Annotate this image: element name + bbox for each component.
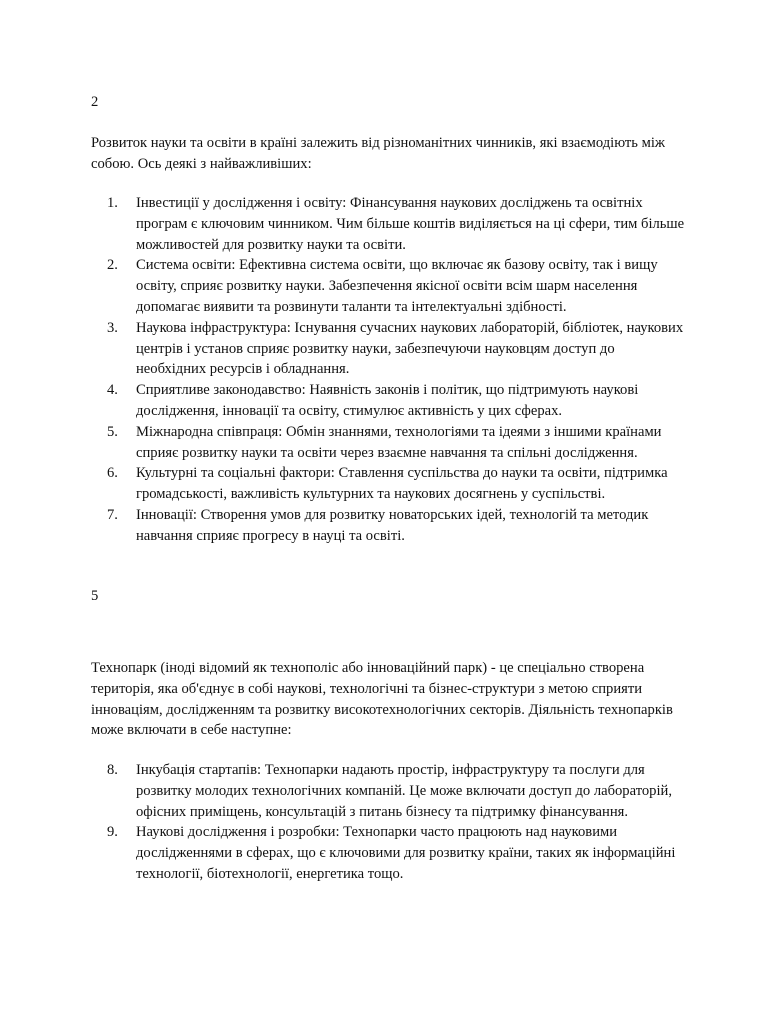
list-item: [91, 422, 691, 464]
list-item-text: Інкубація стартапів: Технопарки надають простір, інфраструктуру та послуги для розвитку молодих технологічних компаній. Це може включати доступ до лабораторій, офісних приміщень, консультацій з питань бізнесу та підтримку фінансування.: [136, 762, 672, 820]
page-number-block: [91, 586, 691, 607]
intro-block: [91, 133, 671, 175]
page-number-block: [91, 92, 691, 113]
list-item-text: Культурні та соціальні фактори: Ставлення суспільства до науки та освіти, підтримка громадськості, важливість культурних та наукових досягнень у суспільстві.: [136, 465, 668, 503]
list-item-number: 1.: [107, 195, 118, 211]
list-item-text: Наукова інфраструктура: Існування сучасних наукових лабораторій, бібліотек, наукових центрів і установ сприяє розвитку науки, забезпечуючи науковцям доступ до необхідних ресурсів і обладнання.: [136, 319, 684, 378]
intro-paragraph: Розвиток науки та освіти в країні залежить від різноманітних чинників, які взаємодіють між собою. Ось деякі з найважливіших:: [91, 135, 665, 172]
list-item-number: 5.: [107, 423, 118, 440]
technopark-list: [91, 760, 691, 885]
page-number: 2: [91, 94, 99, 110]
factors-list-block: [91, 193, 691, 547]
list-item: [91, 505, 691, 547]
list-item: [91, 380, 691, 422]
list-item-text: Інвестиції у дослідження і освіту: Фінансування наукових досліджень та освітніх програм є ключовим чинником. Чим більше коштів виділяється на ці сфери, тим більше можливостей для розвитку науки та освіти.: [136, 195, 685, 253]
technopark-intro-paragraph: Технопарк (іноді відомий як технополіс або інноваційний парк) - це спеціально створена територія, яка об'єднує в собі наукові, технологічні та бізнес-структури з метою сприяти інноваціям, дослідженням та розвитку високотехнологічних секторів. Діяльність технопарків може включати в себе наступне:: [91, 660, 673, 739]
list-item-number: 8.: [107, 762, 118, 778]
technopark-intro-block: [91, 658, 696, 741]
list-item: [91, 193, 691, 255]
list-item-text: Інновації: Створення умов для розвитку новаторських ідей, технологій та методик навчання сприяє прогресу в науці та освіті.: [136, 506, 649, 544]
list-item-number: 3.: [107, 319, 118, 336]
list-item-text: Міжнародна співпраця: Обмін знаннями, технологіями та ідеями з іншими країнами сприяє розвитку науки та освіти через взаємне навчання та спільні дослідження.: [136, 423, 662, 461]
list-item: [91, 318, 691, 380]
list-item: [91, 463, 691, 505]
page-number: 5: [91, 588, 99, 604]
list-item-number: 7.: [107, 506, 118, 523]
factors-list: [91, 193, 691, 547]
list-item-text: Наукові дослідження і розробки: Технопарки часто працюють над науковими дослідженнями в сферах, що є ключовими для розвитку країни, таких як інформаційні технології, біотехнології, енергетика тощо.: [136, 824, 676, 882]
list-item-number: 6.: [107, 465, 118, 482]
technopark-list-block: [91, 760, 691, 885]
list-item-number: 9.: [107, 824, 118, 841]
list-item-text: Система освіти: Ефективна система освіти, що включає як базову освіту, так і вищу освіту, сприяє розвитку науки. Забезпечення якісної освіти всім шарм населення допомагає виявити та розвинути таланти та інтелектуальні здібності.: [136, 257, 658, 315]
list-item-number: 2.: [107, 257, 118, 274]
list-item: [91, 760, 691, 822]
list-item-number: 4.: [107, 382, 118, 399]
list-item-text: Сприятливе законодавство: Наявність законів і політик, що підтримують наукові дослідження, інновації та освіту, стимулює активність у цих сферах.: [136, 382, 639, 419]
list-item: [91, 822, 691, 884]
list-item: [91, 255, 691, 317]
